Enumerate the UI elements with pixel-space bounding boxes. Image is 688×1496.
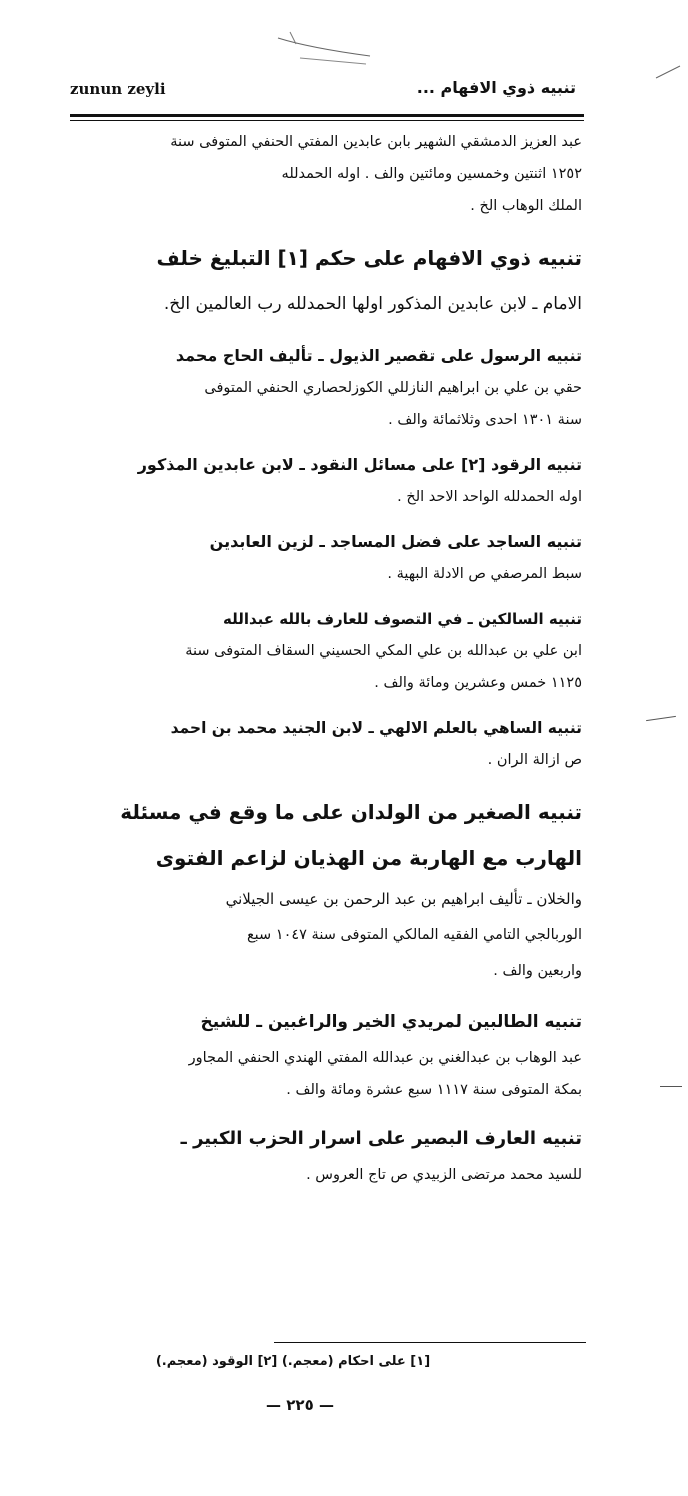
text-line: سنة ١٣٠١ احدى وثلاثمائة والف .	[388, 412, 582, 428]
header-book-title: تنبيه ذوي الافهام ...	[416, 78, 576, 97]
text-line: والخلان ـ تأليف ابراهيم بن عبد الرحمن بن عيسى الجيلاني	[225, 890, 582, 908]
entry-title: تنبيه الطالبين لمريدي الخير والراغبين ـ للشيخ	[200, 1012, 582, 1032]
entry-title: تنبيه الساجد على فضل المساجد ـ لزين العابدين	[209, 532, 582, 551]
entry-tanbih-al-arif	[70, 1119, 582, 1191]
entry-tanbih-al-sahi	[70, 712, 582, 776]
footnote-rule	[274, 1342, 586, 1343]
entry-tanbih-al-saghir	[70, 789, 582, 989]
text-line: اوله الحمدلله الواحد الاحد الخ .	[397, 489, 582, 505]
entry-title: تنبيه الساهي بالعلم الالهي ـ لابن الجنيد محمد بن احمد	[170, 719, 582, 737]
entry-tanbih-al-sajid	[70, 526, 582, 590]
entry-title: تنبيه الصغير من الولدان على ما وقع في مسئلة	[120, 800, 582, 824]
entry-title: تنبيه الرسول على تقصير الذيول ـ تأليف الحاج محمد	[175, 346, 582, 365]
margin-mark	[660, 1086, 682, 1087]
text-line: بمكة المتوفى سنة ١١١٧ سبع عشرة ومائة والف .	[286, 1082, 582, 1098]
header-rule-thin	[70, 120, 584, 121]
text-line: واربعين والف .	[493, 963, 582, 979]
text-line: الامام ـ لابن عابدين المذكور اولها الحمدلله رب العالمين الخ.	[163, 294, 582, 314]
text-line: حقي بن علي بن ابراهيم النازللي الكوزلحصاري الحنفي المتوفى	[204, 380, 582, 396]
entry-tanbih-al-salikin	[70, 603, 582, 699]
text-line: ص ازالة الران .	[487, 752, 582, 768]
text-line: عبد الوهاب بن عبدالغني بن عبدالله المفتي الهندي الحنفي المجاور	[188, 1050, 582, 1066]
entry-tanbih-dhawi-al-afham	[70, 235, 582, 327]
text-line: ابن علي بن عبدالله بن علي المكي الحسيني السقاف المتوفى سنة	[185, 643, 582, 659]
text-line: ١١٢٥ خمس وعشرين ومائة والف .	[374, 675, 582, 691]
entry-title: تنبيه الرقود [٢] على مسائل النقود ـ لابن عابدين المذكور	[137, 455, 582, 474]
entry-tanbih-al-ruqud	[70, 449, 582, 513]
entry-title-continuation: الهارب مع الهاربة من الهذيان لزاعم الفتوى	[155, 846, 582, 870]
text-line: سبط المرصفي ص الادلة البهية .	[387, 566, 582, 582]
scan-artifact-corner-mark	[654, 62, 684, 82]
main-text	[70, 126, 582, 1204]
footnotes: [١] على احكام (معجم.) [٢] الوقود (معجم.)	[155, 1354, 431, 1369]
entry-tanbih-al-rasul	[70, 340, 582, 436]
text-line: عبد العزيز الدمشقي الشهير بابن عابدين المفتي الحنفي المتوفى سنة	[170, 134, 582, 150]
text-line: ١٢٥٢ اثنتين وخمسين ومائتين والف . اوله الحمدلله	[281, 166, 582, 182]
header-rule-thick	[70, 114, 584, 117]
header-series-title: zunun zeyli	[70, 80, 166, 98]
entry-tanbih-al-talibin	[70, 1002, 582, 1106]
entry-title: تنبيه ذوي الافهام على حكم [١] التبليغ خلف	[156, 246, 582, 270]
page-number: — ٢٢٥ —	[266, 1396, 334, 1414]
intro-continuation	[70, 126, 582, 222]
running-header	[70, 78, 576, 108]
text-line: الملك الوهاب الخ .	[470, 198, 582, 214]
text-line: الوربالجي التامي الفقيه المالكي المتوفى سنة ١٠٤٧ سبع	[246, 927, 582, 943]
entry-title: تنبيه السالكين ـ في التصوف للعارف بالله عبدالله	[223, 610, 582, 628]
entry-title: تنبيه العارف البصير على اسرار الحزب الكبير ـ	[180, 1128, 582, 1149]
scan-artifact-mark	[270, 30, 380, 70]
margin-mark	[646, 716, 676, 721]
text-line: للسيد محمد مرتضى الزبيدي ص تاج العروس .	[306, 1167, 582, 1183]
